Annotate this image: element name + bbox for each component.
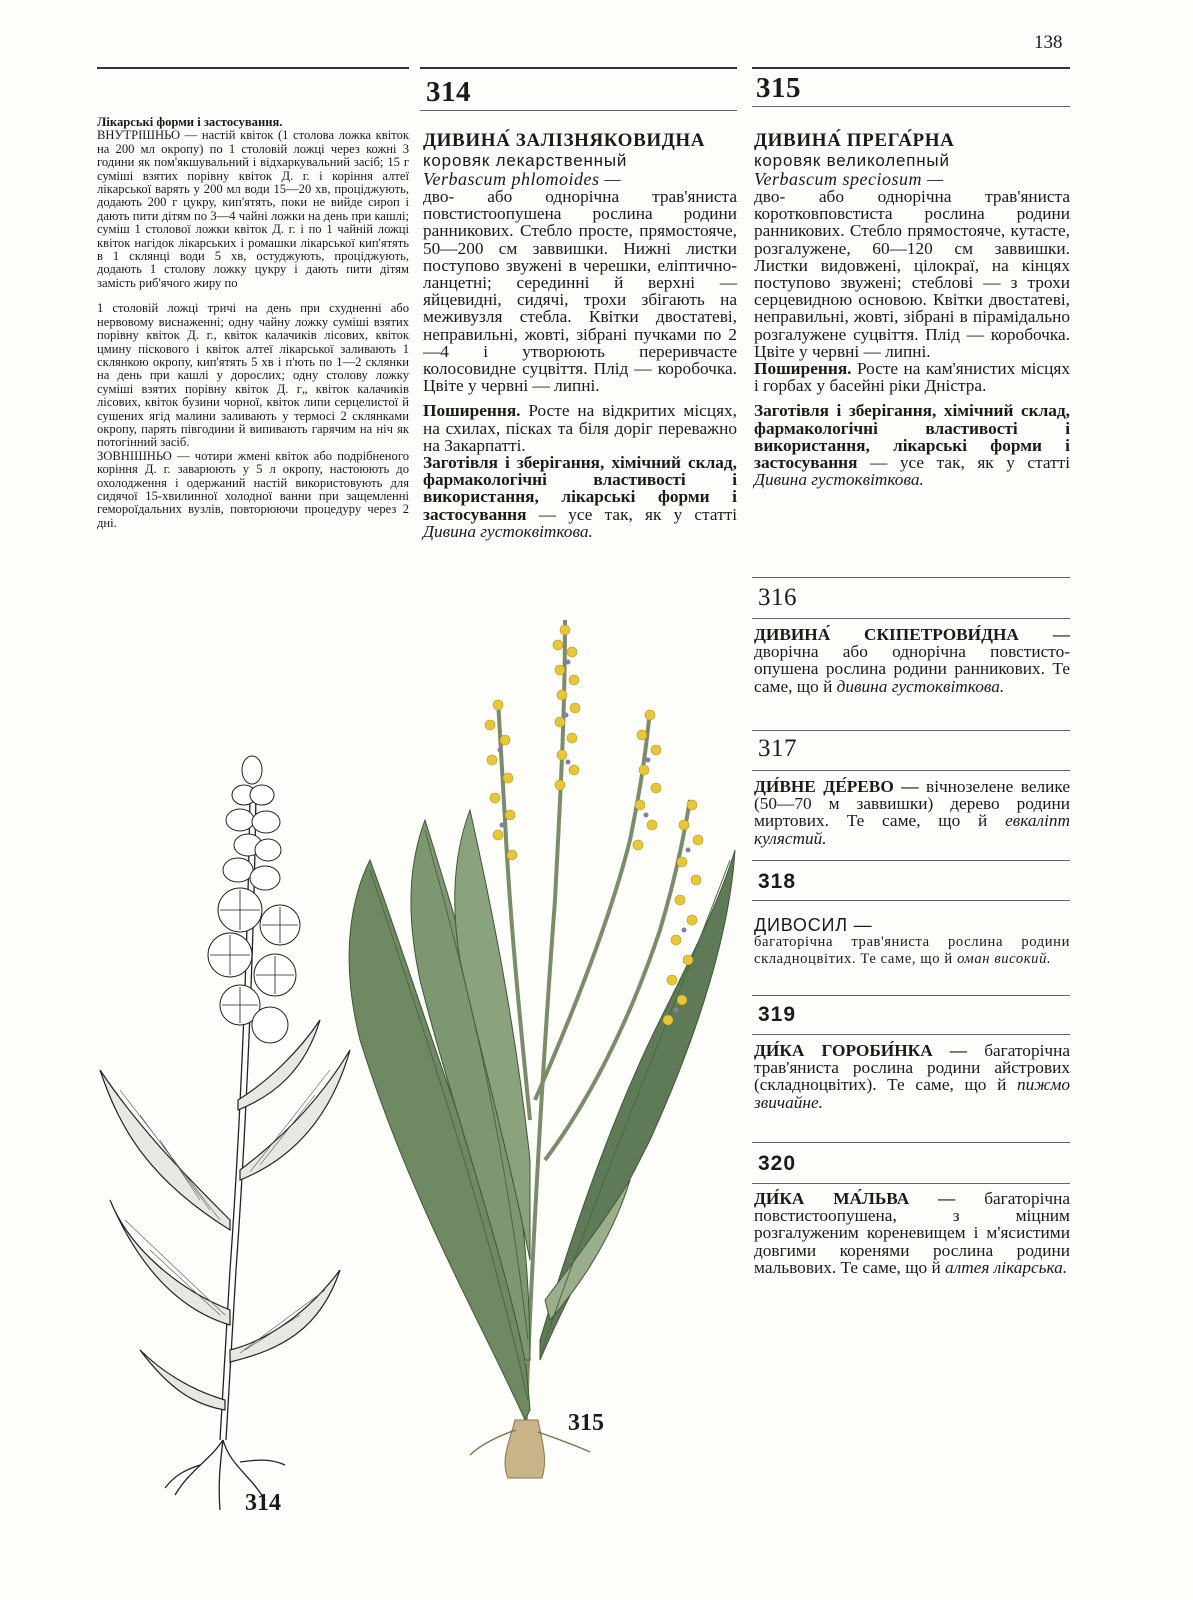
entry-314: [423, 130, 737, 540]
entry-318-text: багаторічна трав'яниста рослина родини складноцвітих. Те саме, що й: [754, 934, 1070, 968]
entry-316: [754, 626, 1070, 695]
entry-314-spread: Росте на відкритих місцях, на схилах, пісках та біля доріг переважно на Закарпатті.: [423, 401, 737, 455]
top-rule-left: [97, 67, 409, 69]
entry-315: [754, 130, 1070, 488]
entry-315-prep-label: Заготівля і зберігання, хімічний склад, фармакологічні властивості і використання, лікарські форми і застосування: [754, 401, 1070, 473]
entry-number-319: 319: [758, 1003, 797, 1026]
entry-315-spread-label: Поширення.: [754, 359, 852, 379]
rule-above-318: [752, 860, 1070, 861]
entry-315-prep-tail: — усе так, як у статті: [870, 453, 1070, 473]
rule-above-316: [752, 577, 1070, 578]
figure-label-314: 314: [245, 1490, 281, 1516]
entry-315-russian: коровяк великолепный: [754, 151, 950, 170]
entry-314-latin: Verbascum phlomoides —: [423, 169, 621, 189]
left-para-1: ВНУТРІШНЬО — настій квіток (1 столова ложка квіток на 200 мл окропу) по 1 столовій ложці через кожні 3 години як пом'якшувальний і відхаркувальний засіб; 15 г суміші взятих порівну квіток Д. г. і коріння алтеї лікарської варять у 200 мл води 15—20 хв, проціджують, додають 200 г цукру, кип'ятять, поки не вийде сироп і дають пити дітям по 3—4 чайні ложки на день при кашлі; суміш 1 столової ложки квіток Д. г. і по 1 чайній ложці квіток нагідок лікарських і ромашки лікарської кип'ятять в 1 склянці води 5 хв, остуджують, проціджують, додають 1 столову ложку цукру і дають пити дітям замість риб'ячого жиру по: [97, 128, 409, 290]
illustration-314-engraving: [80, 750, 370, 1510]
rule-above-317: [752, 730, 1070, 731]
entry-314-description: дво- або однорічна трав'яниста повстистоопушена рослина родини ранникових. Стебло просте, прямостояче, 50—200 см заввишки. Нижні листки поступово звужені в черешки, еліптично-ланцетні; серединні й верхні — яйцевидні, сидячі, трохи збігають на меживузля стебла. Квітки двостатеві, неправильні, жовті, зібрані пучками по 2—4 і утворюють переривчасте колосовидне суцвіття. Плід — коробочка. Цвіте у червні — липні.: [423, 187, 737, 396]
entry-number-320: 320: [758, 1152, 797, 1175]
figure-label-315: 315: [568, 1410, 604, 1436]
entry-320-title: ДИ́КА МА́ЛЬВА —: [754, 1189, 956, 1208]
rule-under-318: [752, 900, 1070, 901]
entry-320: [754, 1190, 1070, 1276]
entry-314-prep-label: Заготівля і зберігання, хімічний склад, фармакологічні властивості і використання, лікарські форми і застосування: [423, 453, 737, 524]
entry-319: [754, 1042, 1070, 1111]
entry-318: [754, 916, 1070, 968]
rule-under-314: [420, 110, 737, 111]
entry-316-ref: дивина густоквіткова.: [836, 676, 1005, 696]
entry-315-title: ДИВИНА́ ПРЕГА́РНА: [754, 130, 955, 151]
top-rule-right: [752, 67, 1070, 69]
left-para-3: ЗОВНІШНЬО — чотири жмені квіток або подрібненого коріння Д. г. заварюють у 5 л окропу, настоюють до охолодження і одержаний настій використовують для сидячої 15-хвилинної холодної ванни при защемленні гемороїдальних вузлів, повторюючи процедуру через 2 дні.: [97, 448, 409, 530]
entry-319-ref: пижмо звичайне.: [754, 1075, 1070, 1112]
entry-316-text: дворічна або однорічна повстисто-опушена рослина родини ранникових. Те саме, що й: [754, 642, 1070, 696]
rule-under-320: [752, 1183, 1070, 1184]
illustration-315-painting: [330, 600, 750, 1480]
entry-318-title: ДИВОСИЛ —: [754, 915, 873, 935]
entry-317-ref: евкаліпт кулястий.: [754, 811, 1070, 848]
entry-320-text: багаторічна повстистоопушена, з міцним розгалуженим кореневищем і м'ясистими довгими коренями рослина родини мальвових. Те саме, що й: [754, 1189, 1070, 1277]
rule-under-315: [752, 106, 1070, 107]
entry-number-315: 315: [756, 72, 801, 104]
entry-320-ref: алтея лікарська.: [945, 1257, 1068, 1277]
entry-317-text: вічнозелене велике (50—70 м заввишки) дерево родини миртових. Те саме, що й: [754, 777, 1070, 831]
rule-under-317: [752, 770, 1070, 771]
left-para-2: 1 столовій ложці тричі на день при схудненні або нервовому виснаженні; одну чайну ложку суміші взятих порівну квіток Д. г., квіток калачиків лісових, квіток цмину піскового і квіток алтеї лікарської заливають 1 склянкою окропу, кип'ятять 5 хв і п'ють по 1—2 склянки на день при кашлі у дорослих; одну столову ложку суміші взятих порівну квіток Д. г„ квіток калачиків лісових, квіток бузини чорної, квіток липи серцелистої й сушених ягід малини заливають у термосі 2 склянками окропу, парять півгодини й випивають гарячим на ніч як потогінний засіб.: [97, 301, 409, 450]
rule-above-319: [752, 995, 1070, 996]
entry-number-317: 317: [758, 735, 797, 762]
entry-number-318: 318: [758, 870, 797, 893]
entry-316-title: ДИВИНА́ СКІПЕТРОВИ́ДНА —: [754, 625, 1070, 644]
rule-under-319: [752, 1034, 1070, 1035]
entry-319-title: ДИ́КА ГОРОБИ́НКА —: [754, 1041, 968, 1060]
entry-315-prep-ref: Дивина густоквіткова.: [754, 470, 924, 490]
entry-317: [754, 778, 1070, 847]
entry-number-314: 314: [426, 76, 471, 108]
rule-above-320: [752, 1142, 1070, 1143]
entry-315-latin: Verbascum speciosum —: [754, 169, 944, 189]
left-column-text: [97, 116, 409, 530]
entry-315-description: дво- або однорічна трав'яниста коротковповстиста рослина родини ранникових. Стебло прямостояче, кутасте, розгалужене, 60—120 см заввишки. Листки видовжені, цілокраї, на кінцях поступово звужені; стеблові — з трохи серцевидною основою. Квітки двостатеві, неправильні, жовті, зібрані в пірамідально розгалужене суцвіття. Плід — коробочка. Цвіте у червні — липні.: [754, 187, 1070, 361]
entry-314-title: ДИВИНА́ ЗАЛІЗНЯКОВИДНА: [423, 130, 706, 151]
entry-314-russian: коровяк лекарственный: [423, 151, 628, 170]
entry-315-spread: Росте на кам'янистих місцях і горбах у басейні ріки Дністра.: [754, 359, 1070, 396]
entry-314-prep-tail: — усе так, як у статті: [538, 504, 737, 524]
entry-319-text: багаторічна трав'яниста рослина родини айстрових (складноцвітих). Те саме, що й: [754, 1041, 1070, 1095]
entry-314-prep-ref: Дивина густоквіткова.: [423, 521, 593, 541]
entry-317-title: ДИ́ВНЕ ДЕ́РЕВО —: [754, 777, 919, 796]
entry-number-316: 316: [758, 584, 797, 611]
entry-318-ref: оман високий.: [957, 951, 1052, 968]
rule-under-316: [752, 618, 1070, 619]
entry-314-spread-label: Поширення.: [423, 401, 521, 421]
page-number: 138: [1034, 32, 1063, 53]
left-heading: Лікарські форми і застосування.: [97, 115, 283, 129]
top-rule-mid: [420, 67, 737, 69]
